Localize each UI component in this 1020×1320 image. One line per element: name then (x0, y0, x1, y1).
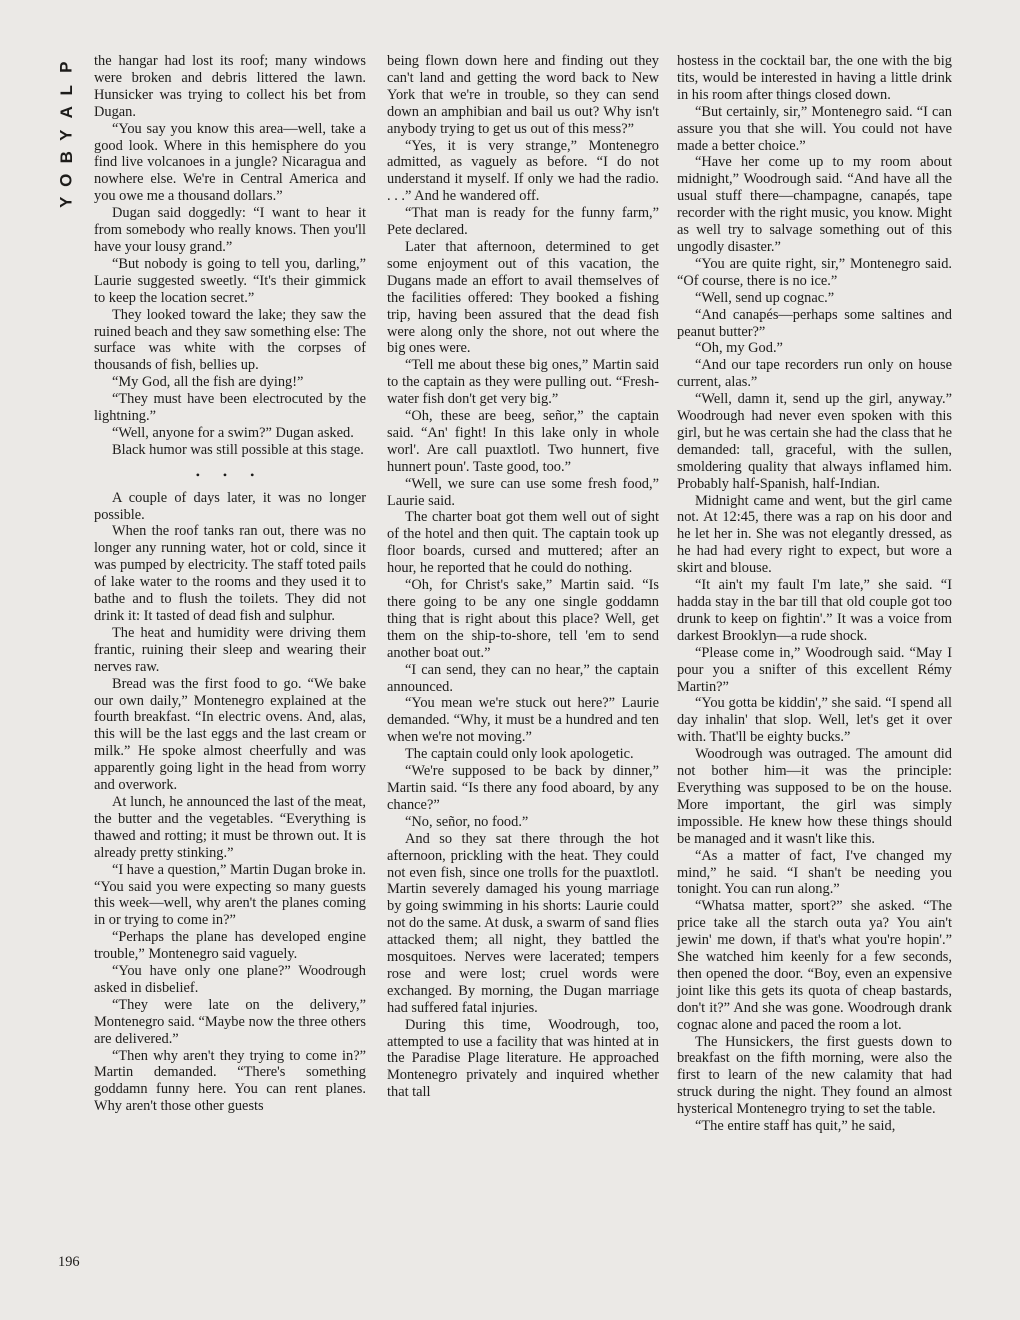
paragraph: The Hunsickers, the first guests down to breakfast on the fifth morning, were also the first to learn of the new calamity that had struck during the night. They found an almost hysterical Montenegro trying to set the table. (677, 1033, 952, 1118)
paragraph: “The entire staff has quit,” he said, (695, 1118, 896, 1135)
text-column-1 (94, 53, 366, 1115)
paragraph: “It ain't my fault I'm late,” she said. “I hadda stay in the bar till that old couple got too drunk to keep on fightin'.” It was a voice from darkest Brooklyn—a rude shock. (677, 577, 952, 644)
paragraph: “Well, send up cognac.” (695, 289, 835, 306)
paragraph: Black humor was still possible at this stage. (112, 441, 364, 458)
paragraph: “But nobody is going to tell you, darling,” Laurie suggested sweetly. “It's their gimmick to keep the location secret.” (94, 255, 366, 306)
paragraph: “You mean we're stuck out here?” Laurie demanded. “Why, it must be a hundred and ten when we're not moving.” (387, 695, 659, 746)
paragraph: Woodrough was outraged. The amount did not bother him—it was the principle: Everything was supposed to be on the house. More important, the girl was simply impossible. He knew how these things should be managed and it wasn't like this. (677, 746, 952, 847)
paragraph: “Then why aren't they trying to come in?” Martin demanded. “There's something goddamn funny here. You can rent planes. Why aren't those other guests (94, 1047, 366, 1115)
paragraph: Bread was the first food to go. “We bake our own daily,” Montenegro explained at the fourth breakfast. “In electric ovens. And, alas, this will be the last eggs and the last cream or milk.” He spoke almost cheerfully and was apparently going light in the head from worry and overwork. (94, 675, 366, 794)
magazine-letter: L (56, 84, 76, 95)
paragraph: “They must have been electrocuted by the lightning.” (94, 391, 366, 425)
paragraph: “You say you know this area—well, take a good look. Where in this hemisphere do you find live volcanoes in a jungle? Nicaragua and nowhere else. We're in Central America and you owe me a thousand dollars.” (94, 120, 366, 205)
paragraph: “Oh, for Christ's sake,” Martin said. “Is there going to be any one single goddamn thing that is right about this place? Well, get them on the ship-to-shore, tell 'em to send another boat out.” (387, 577, 659, 661)
paragraph: “I have a question,” Martin Dugan broke in. “You said you were expecting so many guests this week—well, why aren't the planes coming in or trying to come in?” (94, 861, 366, 929)
paragraph: hostess in the cocktail bar, the one with the big tits, would be interested in having a little drink in his room after things closed down. (677, 53, 952, 103)
paragraph: When the roof tanks ran out, there was no longer any running water, hot or cold, since it was pumped by electricity. The staff toted pails of lake water to the rooms and they used it to bathe and to flush the toilets. They did not drink it: It tasted of dead fish and sulphur. (94, 523, 366, 624)
paragraph: “Well, we sure can use some fresh food,” Laurie said. (387, 475, 659, 509)
paragraph: “They were late on the delivery,” Montenegro said. “Maybe now the three others are delivered.” (94, 996, 366, 1047)
paragraph: “You are quite right, sir,” Montenegro said. “Of course, there is no ice.” (677, 255, 952, 289)
paragraph: “Well, damn it, send up the girl, anyway.” Woodrough had never even spoken with this girl, but he was certain she had the class that he demanded: tall, graceful, with the sullen, smoldering quality that always inflamed him. Probably half-Spanish, half-Indian. (677, 391, 952, 492)
paragraph: “Oh, my God.” (695, 340, 783, 357)
paragraph: And so they sat there through the hot afternoon, prickling with the heat. They could not even fish, since one trolls for the puaxtlotl. Martin severely damaged his young marriage by going swimming in his shorts: Laurie could not do the same. At dusk, a swarm of sand flies attacked them; all night, they battled the mosquitoes. Nerves were lacerated; tempers rose and were lost; cruel words were exchanged. By morning, the Dugan marriage had suffered fatal injuries. (387, 830, 659, 1016)
magazine-letter: O (56, 173, 76, 187)
paragraph: being flown down here and finding out they can't land and getting the word back to New York that we're in trouble, so they can send down an amphibian and bail us out? Why isn't anybody trying to get us out of this mess?” (387, 53, 659, 137)
paragraph: the hangar had lost its roof; many windows were broken and debris littered the lawn. Hunsicker was trying to collect his bet from Dugan. (94, 53, 366, 120)
paragraph: The captain could only look apologetic. (405, 746, 634, 763)
paragraph: “And our tape recorders run only on house current, alas.” (677, 357, 952, 391)
text-column-3 (677, 53, 952, 1135)
paragraph: They looked toward the lake; they saw the ruined beach and they saw something else: The surface was white with the corpses of thousands of fish, bellies up. (94, 306, 366, 374)
paragraph: “Well, anyone for a swim?” Dugan asked. (112, 424, 354, 441)
magazine-letter: B (56, 151, 76, 164)
paragraph: Midnight came and went, but the girl came not. At 12:45, there was a rap on his door and he let her in. She was not elegantly dressed, as he had had every right to expect, but wore a skirt and blouse. (677, 492, 952, 577)
paragraph: “As a matter of fact, I've changed my mind,” he said. “I shan't be needing you tonight. You can run along.” (677, 847, 952, 898)
paragraph: Dugan said doggedly: “I want to hear it from somebody who really knows. Then you'll have your lousy grand.” (94, 205, 366, 255)
page-number: 196 (58, 1254, 80, 1270)
paragraph: The charter boat got them well out of sight of the hotel and then quit. The captain took up floor boards, cursed and muttered; after an hour, he reported that he could do nothing. (387, 509, 659, 577)
section-break: • • • (195, 467, 265, 482)
paragraph: “But certainly, sir,” Montenegro said. “I can assure you that she will. You could not have made a better choice.” (677, 103, 952, 154)
magazine-letter: Y (56, 129, 76, 141)
paragraph: “Have her come up to my room about midnight,” Woodrough said. “And have all the usual stuff there—champagne, canapés, tape recorder with the right music, you know. Might as well try to salvage something out of this ungodly disaster.” (677, 154, 952, 255)
paragraph: Later that afternoon, determined to get some enjoyment out of this vacation, the Dugans made an effort to avail themselves of the facilities offered: They booked a fishing trip, having been assured that the dead fish were along only the shore, not out where the big ones were. (387, 238, 659, 357)
magazine-name-vertical (56, 56, 78, 214)
magazine-letter: Y (56, 196, 76, 208)
paragraph: “Tell me about these big ones,” Martin said to the captain as they were pulling out. “Fresh-water fish don't get very big.” (387, 357, 659, 408)
text-column-2 (387, 53, 659, 1101)
magazine-letter: A (56, 106, 76, 119)
paragraph: “Please come in,” Woodrough said. “May I pour you a snifter of this excellent Rémy Martin?” (677, 644, 952, 695)
paragraph: “Yes, it is very strange,” Montenegro admitted, as vaguely as before. “I do not understand it myself. If only we had the radio. . . .” And he wandered off. (387, 137, 659, 205)
paragraph: “Perhaps the plane has developed engine trouble,” Montenegro said vaguely. (94, 929, 366, 963)
paragraph: “That man is ready for the funny farm,” Pete declared. (387, 205, 659, 239)
paragraph: “You gotta be kiddin',” she said. “I spend all day inhalin' that slop. Well, let's get it over with. That'll be eighty bucks.” (677, 695, 952, 746)
paragraph: “My God, all the fish are dying!” (112, 374, 304, 391)
paragraph: “You have only one plane?” Woodrough asked in disbelief. (94, 963, 366, 996)
paragraph: A couple of days later, it was no longer possible. (94, 489, 366, 523)
paragraph: “Oh, these are beeg, señor,” the captain said. “An' fight! In this lake only in whole worl'. Are call puaxtlotl. Two hunnert, five hunnert poun'. Taste good, too.” (387, 408, 659, 475)
paragraph: “I can send, they can no hear,” the captain announced. (387, 661, 659, 695)
paragraph: “And canapés—perhaps some saltines and peanut butter?” (677, 306, 952, 340)
paragraph: “Whatsa matter, sport?” she asked. “The price take all the starch outa ya? You ain't jewin' me down, if that's what you're hopin'.” She watched him keenly for a few seconds, then opened the door. “Boy, even an expensive joint like this gets its quota of cheap bastards, don't it?” And she was gone. Woodrough drank cognac alone and paced the room a lot. (677, 898, 952, 1033)
magazine-letter: P (56, 61, 76, 73)
paragraph: At lunch, he announced the last of the meat, the butter and the vegetables. “Everything is thawed and rotting; it must be thrown out. It is already pretty stinking.” (94, 793, 366, 861)
paragraph: “We're supposed to be back by dinner,” Martin said. “Is there any food aboard, by any chance?” (387, 763, 659, 813)
paragraph: The heat and humidity were driving them frantic, ruining their sleep and wearing their nerves raw. (94, 624, 366, 675)
paragraph: “No, señor, no food.” (405, 813, 529, 830)
paragraph: During this time, Woodrough, too, attempted to use a facility that was hinted at in the Paradise Plage literature. He approached Montenegro privately and inquired whether that tall (387, 1016, 659, 1101)
